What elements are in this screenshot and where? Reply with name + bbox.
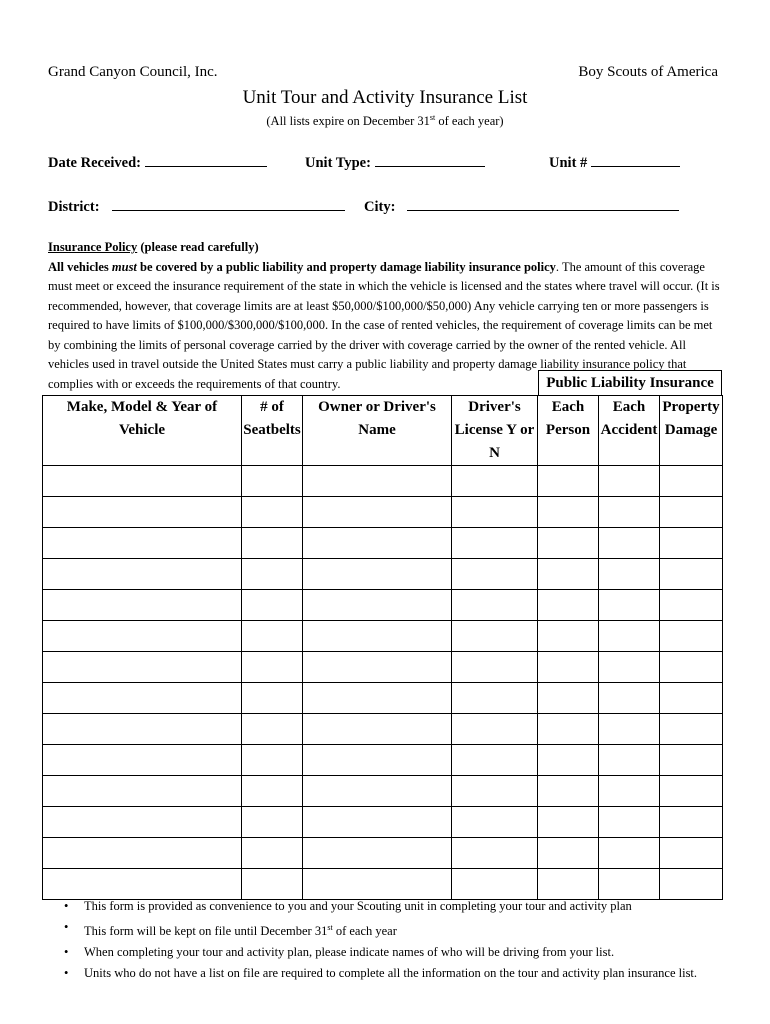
cell-vehicle[interactable] (43, 776, 242, 807)
cell-property-damage[interactable] (660, 745, 723, 776)
cell-seatbelts[interactable] (242, 683, 303, 714)
cell-each-accident[interactable] (599, 652, 660, 683)
cell-seatbelts[interactable] (242, 714, 303, 745)
organization-name: Boy Scouts of America (578, 64, 718, 80)
policy-body-text: . The amount of this coverage must meet or exceed the insurance requirement of the state in which the vehicle is licensed and the states where travel will occur. (It is recommended, however, that coverage limits are at least $50,000/$100,000/$50,000) Any vehicle carrying ten or more passengers is required to have limits of $100,000/$300,000/$100,000. In the case of rented vehicles, the requirement of coverage limits can be met by combining the limits of personal coverage carried by the driver with coverage carried by the owner of the rented vehicle. All vehicles used in travel outside the United States must carry a public liability and property damage liability insurance policy that complies with or exceeds the requirements of that country. (48, 259, 720, 391)
cell-seatbelts[interactable] (242, 590, 303, 621)
cell-each-person[interactable] (538, 652, 599, 683)
cell-owner[interactable] (303, 559, 452, 590)
city-label: City: (364, 199, 396, 215)
note-item (64, 942, 744, 963)
cell-each-accident[interactable] (599, 528, 660, 559)
policy-lead-b: be covered by a public liability and property damage liability insurance policy (136, 259, 556, 274)
col-header-each-accident (599, 396, 660, 466)
cell-each-accident[interactable] (599, 807, 660, 838)
col-header-seatbelts (242, 396, 303, 466)
cell-property-damage[interactable] (660, 590, 723, 621)
cell-license[interactable] (452, 559, 538, 590)
cell-owner[interactable] (303, 528, 452, 559)
cell-vehicle[interactable] (43, 590, 242, 621)
cell-owner[interactable] (303, 497, 452, 528)
cell-property-damage[interactable] (660, 559, 723, 590)
policy-heading (48, 238, 720, 258)
table-row (43, 714, 723, 745)
cell-property-damage[interactable] (660, 497, 723, 528)
note-item (64, 963, 744, 984)
policy-heading-rest: (please read carefully) (137, 240, 259, 254)
cell-license[interactable] (452, 869, 538, 900)
cell-owner[interactable] (303, 714, 452, 745)
table-row (43, 807, 723, 838)
cell-each-person[interactable] (538, 683, 599, 714)
cell-vehicle[interactable] (43, 807, 242, 838)
cell-property-damage[interactable] (660, 683, 723, 714)
date-received-input-line[interactable] (145, 152, 267, 167)
vehicle-table-body (43, 466, 723, 900)
cell-vehicle[interactable] (43, 621, 242, 652)
note-item (64, 896, 744, 917)
cell-seatbelts[interactable] (242, 652, 303, 683)
unit-number-label: Unit # (549, 155, 588, 171)
cell-each-person[interactable] (538, 838, 599, 869)
cell-seatbelts[interactable] (242, 745, 303, 776)
bullet-icon: • (64, 920, 69, 934)
col-header-each-accident-line2: Accident (600, 422, 658, 438)
col-header-each-person (538, 396, 599, 466)
cell-seatbelts[interactable] (242, 559, 303, 590)
cell-each-accident[interactable] (599, 714, 660, 745)
cell-each-accident[interactable] (599, 497, 660, 528)
city-field[interactable] (364, 196, 679, 216)
public-liability-header: Public Liability Insurance (538, 370, 722, 395)
council-name: Grand Canyon Council, Inc. (48, 64, 218, 80)
cell-vehicle[interactable] (43, 838, 242, 869)
table-row (43, 466, 723, 497)
policy-lead-must: must (111, 259, 137, 274)
cell-each-person[interactable] (538, 590, 599, 621)
cell-each-accident[interactable] (599, 838, 660, 869)
col-header-seatbelts-line1: # of (260, 399, 284, 415)
cell-license[interactable] (452, 621, 538, 652)
cell-each-accident[interactable] (599, 466, 660, 497)
cell-each-person[interactable] (538, 621, 599, 652)
note-text: This form will be kept on file until December 31 (84, 924, 328, 939)
cell-property-damage[interactable] (660, 714, 723, 745)
cell-seatbelts[interactable] (242, 621, 303, 652)
cell-each-accident[interactable] (599, 869, 660, 900)
col-header-property-damage (660, 396, 723, 466)
table-row (43, 590, 723, 621)
subtitle-sup: st (429, 113, 436, 122)
cell-vehicle[interactable] (43, 559, 242, 590)
cell-each-accident[interactable] (599, 559, 660, 590)
cell-each-person[interactable] (538, 559, 599, 590)
vehicle-table (42, 395, 723, 900)
cell-owner[interactable] (303, 838, 452, 869)
cell-vehicle[interactable] (43, 652, 242, 683)
cell-license[interactable] (452, 652, 538, 683)
cell-each-person[interactable] (538, 807, 599, 838)
cell-seatbelts[interactable] (242, 838, 303, 869)
note-text: This form is provided as convenience to you and your Scouting unit in completing your tour and activity plan (84, 899, 632, 913)
unit-number-input-line[interactable] (591, 152, 680, 167)
city-input-line[interactable] (407, 196, 679, 211)
cell-vehicle[interactable] (43, 683, 242, 714)
bullet-icon: • (64, 966, 69, 981)
cell-license[interactable] (452, 590, 538, 621)
table-row (43, 652, 723, 683)
cell-license[interactable] (452, 497, 538, 528)
table-row (43, 621, 723, 652)
cell-owner[interactable] (303, 652, 452, 683)
cell-seatbelts[interactable] (242, 497, 303, 528)
table-row (43, 683, 723, 714)
form-title: Unit Tour and Activity Insurance List (242, 87, 528, 108)
note-text: Units who do not have a list on file are required to complete all the information on the tour and activity plan insurance list. (84, 966, 698, 981)
cell-owner[interactable] (303, 869, 452, 900)
subtitle-pre: (All lists expire on December 31 (266, 114, 430, 129)
cell-each-person[interactable] (538, 497, 599, 528)
col-header-property-damage-line1: Property (662, 399, 720, 415)
cell-seatbelts[interactable] (242, 466, 303, 497)
cell-property-damage[interactable] (660, 776, 723, 807)
date-received-field[interactable] (48, 152, 267, 172)
cell-each-accident[interactable] (599, 590, 660, 621)
table-row (43, 838, 723, 869)
col-header-each-accident-line1: Each (612, 399, 646, 415)
col-header-each-person-line2: Person (545, 422, 591, 438)
cell-vehicle[interactable] (43, 466, 242, 497)
cell-license[interactable] (452, 745, 538, 776)
subtitle-post: of each year) (435, 114, 504, 129)
cell-license[interactable] (452, 714, 538, 745)
note-text: When completing your tour and activity plan, please indicate names of who will be driving from your list. (84, 945, 615, 960)
cell-property-damage[interactable] (660, 466, 723, 497)
policy-lead-a: All vehicles (48, 259, 112, 274)
cell-seatbelts[interactable] (242, 807, 303, 838)
note-item (64, 917, 744, 942)
cell-property-damage[interactable] (660, 807, 723, 838)
notes-list (64, 896, 744, 984)
col-header-license (452, 396, 538, 466)
cell-license[interactable] (452, 528, 538, 559)
cell-owner[interactable] (303, 807, 452, 838)
cell-property-damage[interactable] (660, 869, 723, 900)
policy-heading-underlined: Insurance Policy (48, 240, 138, 254)
table-row (43, 528, 723, 559)
table-row (43, 559, 723, 590)
cell-seatbelts[interactable] (242, 869, 303, 900)
date-received-label: Date Received: (48, 155, 141, 171)
cell-owner[interactable] (303, 745, 452, 776)
cell-each-person[interactable] (538, 776, 599, 807)
cell-license[interactable] (452, 683, 538, 714)
form-subtitle (0, 113, 770, 129)
cell-each-accident[interactable] (599, 621, 660, 652)
col-header-license-line2: License Y or N (454, 422, 535, 461)
district-input-line[interactable] (112, 196, 345, 211)
unit-number-field[interactable] (549, 152, 680, 172)
col-header-vehicle (43, 396, 242, 466)
vehicle-table-header-row (43, 396, 723, 466)
cell-vehicle[interactable] (43, 528, 242, 559)
cell-seatbelts[interactable] (242, 776, 303, 807)
district-field[interactable] (48, 196, 345, 216)
cell-owner[interactable] (303, 776, 452, 807)
cell-seatbelts[interactable] (242, 528, 303, 559)
col-header-license-line1: Driver's (468, 399, 521, 415)
cell-each-accident[interactable] (599, 683, 660, 714)
cell-vehicle[interactable] (43, 745, 242, 776)
cell-each-person[interactable] (538, 714, 599, 745)
col-header-each-person-line1: Each (551, 399, 585, 415)
district-label: District: (48, 199, 100, 215)
cell-each-person[interactable] (538, 528, 599, 559)
cell-license[interactable] (452, 838, 538, 869)
table-row (43, 776, 723, 807)
unit-type-input-line[interactable] (375, 152, 485, 167)
cell-each-accident[interactable] (599, 745, 660, 776)
cell-property-damage[interactable] (660, 528, 723, 559)
col-header-owner (303, 396, 452, 466)
cell-owner[interactable] (303, 466, 452, 497)
unit-type-label: Unit Type: (305, 155, 371, 171)
table-row (43, 745, 723, 776)
cell-each-person[interactable] (538, 869, 599, 900)
cell-license[interactable] (452, 807, 538, 838)
cell-each-person[interactable] (538, 745, 599, 776)
bullet-icon: • (64, 899, 69, 913)
cell-property-damage[interactable] (660, 838, 723, 869)
cell-owner[interactable] (303, 683, 452, 714)
cell-license[interactable] (452, 776, 538, 807)
col-header-seatbelts-line2: Seatbelts (243, 422, 301, 438)
note-sup: st (327, 923, 333, 932)
cell-vehicle[interactable] (43, 714, 242, 745)
unit-type-field[interactable] (305, 152, 485, 172)
cell-each-accident[interactable] (599, 776, 660, 807)
cell-vehicle[interactable] (43, 869, 242, 900)
cell-owner[interactable] (303, 590, 452, 621)
cell-property-damage[interactable] (660, 621, 723, 652)
cell-property-damage[interactable] (660, 652, 723, 683)
table-row (43, 497, 723, 528)
cell-owner[interactable] (303, 621, 452, 652)
cell-each-person[interactable] (538, 466, 599, 497)
bullet-icon: • (64, 945, 69, 960)
cell-license[interactable] (452, 466, 538, 497)
col-header-owner-line1: Owner or Driver's Name (318, 399, 436, 438)
col-header-property-damage-line2: Damage (664, 422, 718, 438)
table-row (43, 869, 723, 900)
note-text-post: of each year (332, 924, 397, 939)
col-header-vehicle-line1: Make, Model & Year of Vehicle (66, 399, 218, 438)
cell-vehicle[interactable] (43, 497, 242, 528)
